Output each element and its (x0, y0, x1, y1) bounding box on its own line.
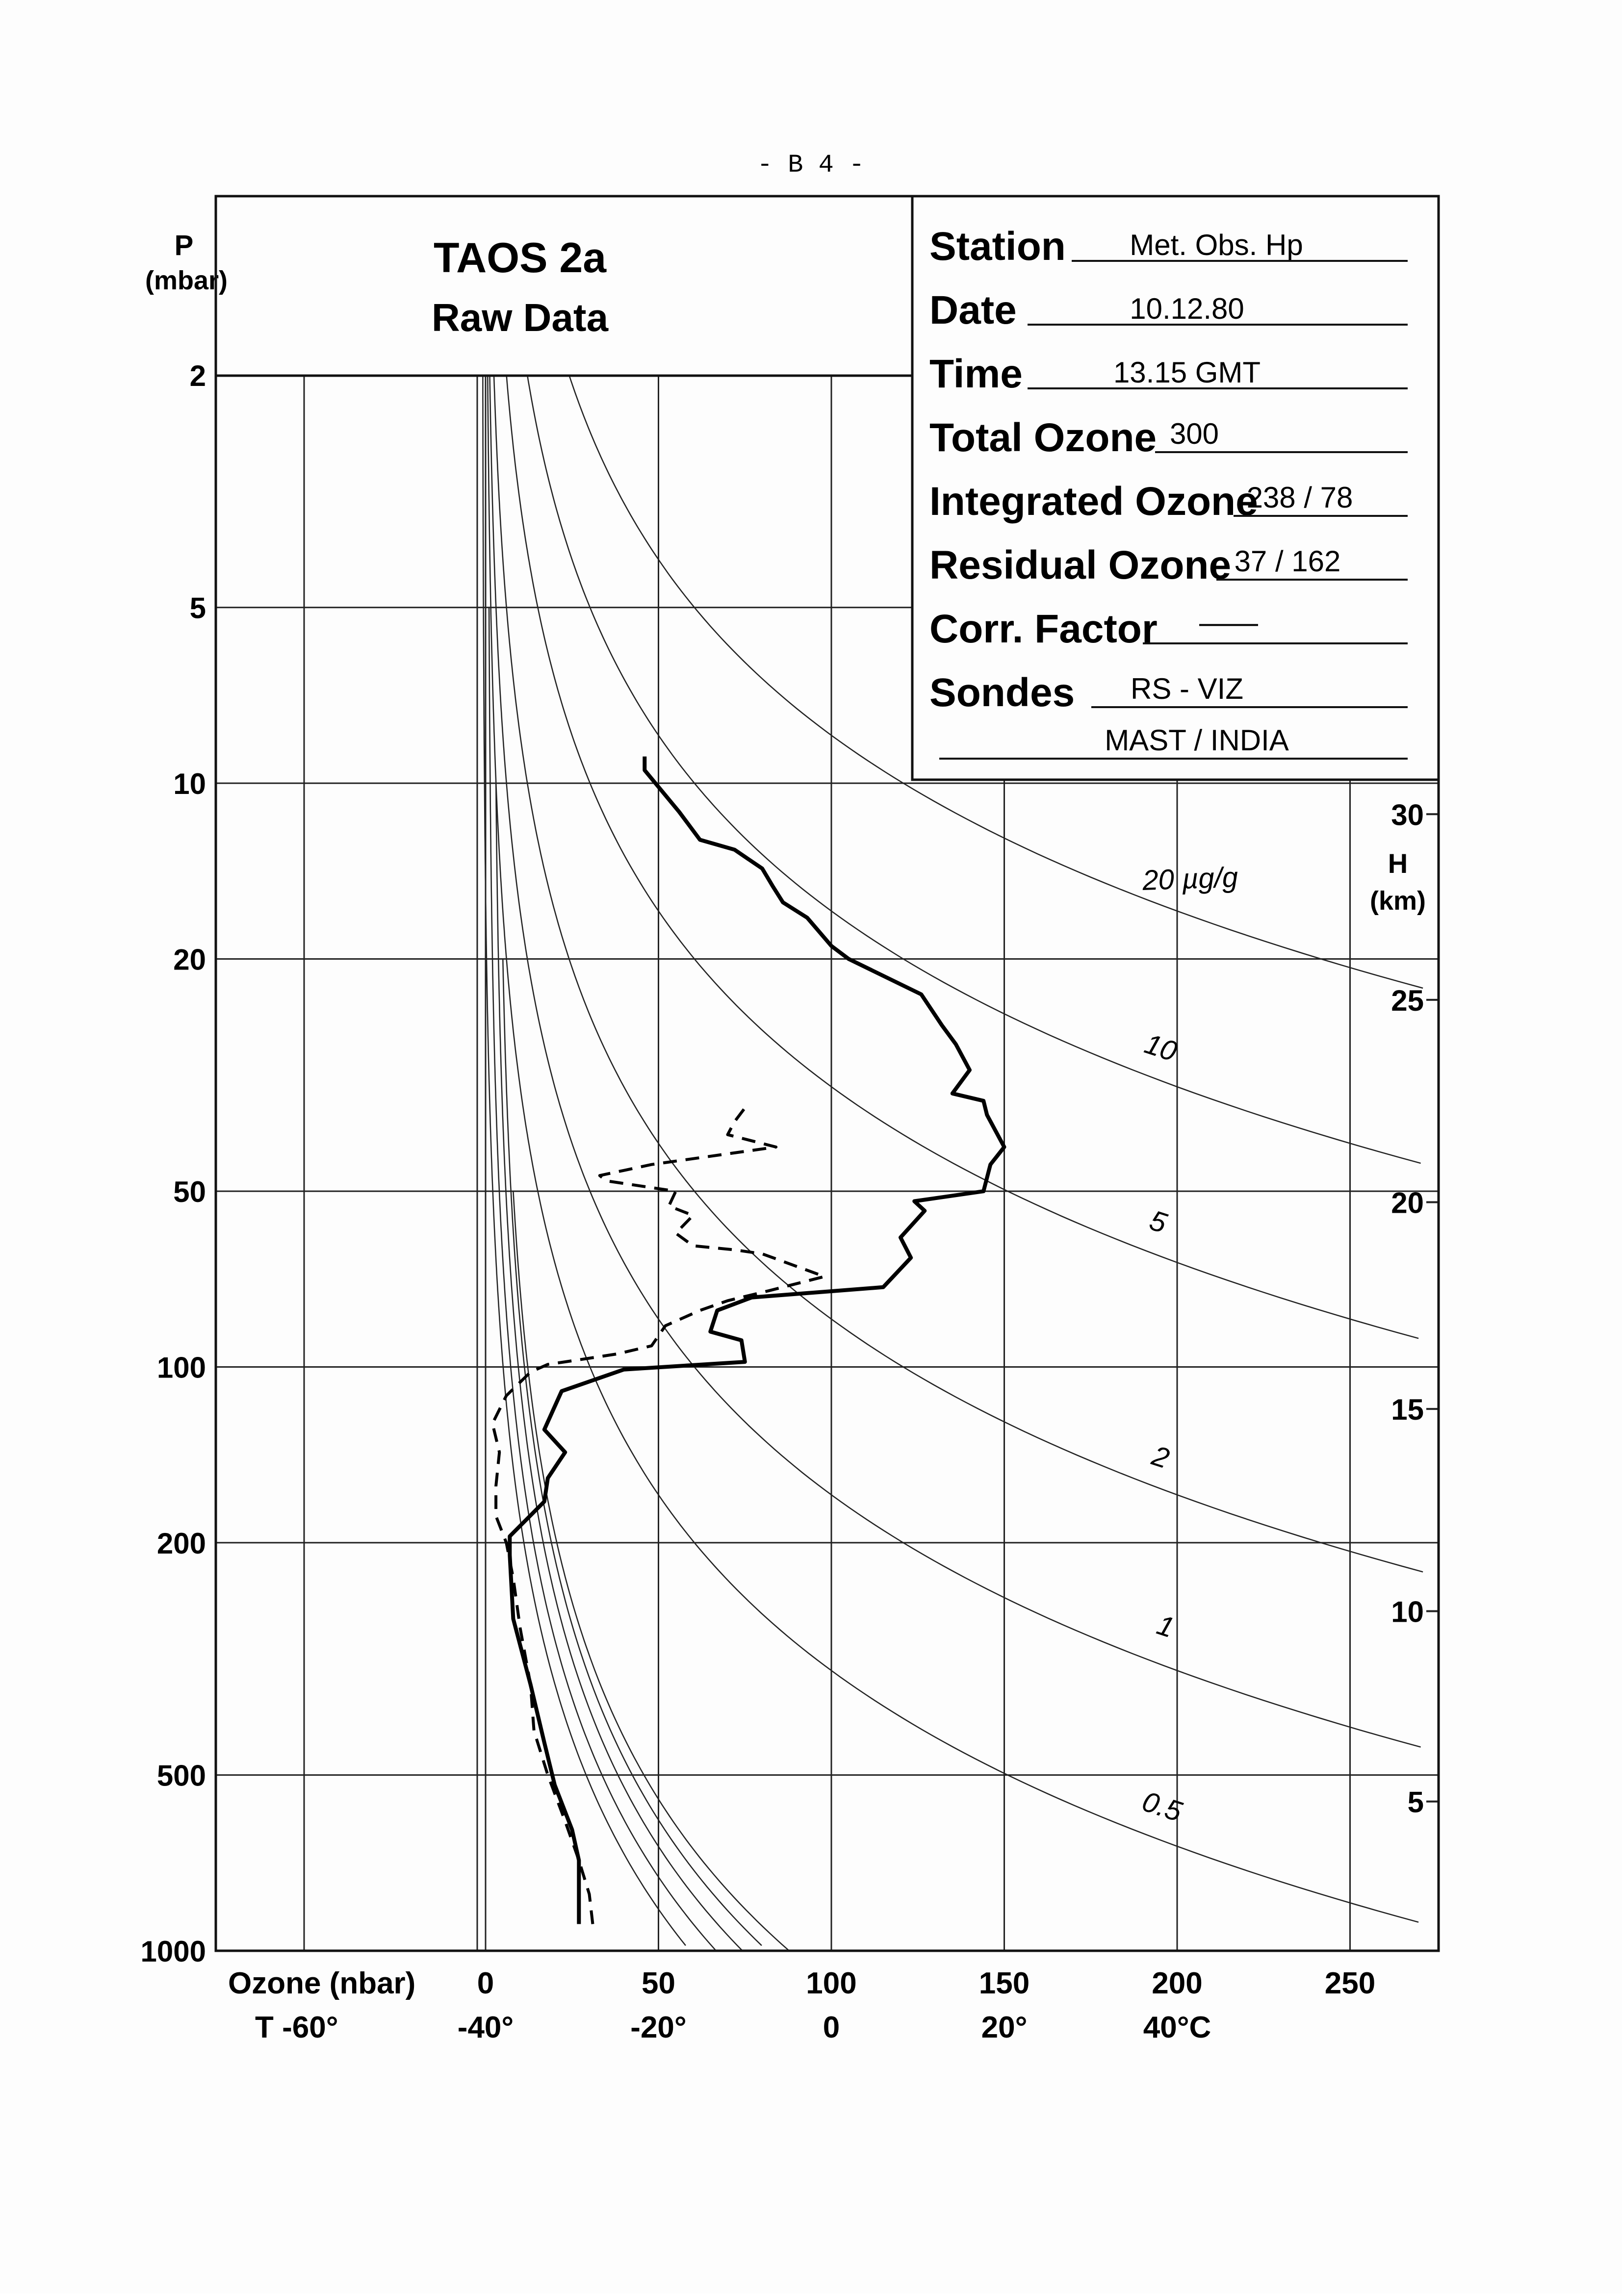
ozone-tick-label: 200 (1152, 1966, 1203, 2000)
y-axis-unit: (mbar) (145, 266, 228, 295)
x-axis-label-temperature: T -60° (255, 2011, 338, 2044)
right-axis-unit: (km) (1369, 886, 1426, 916)
residual-ozone-value: 37 / 162 (1234, 545, 1341, 578)
station-value: Met. Obs. Hp (1130, 229, 1303, 261)
station-label: Station (929, 224, 1066, 269)
residual-ozone-label: Residual Ozone (929, 543, 1232, 587)
page-label: - B 4 - (757, 151, 865, 179)
pressure-tick-label: 100 (156, 1351, 206, 1384)
pressure-tick-label: 50 (173, 1175, 206, 1209)
date-label: Date (929, 288, 1017, 332)
temperature-tick-label: 0 (823, 2011, 840, 2044)
height-tick-label: 10 (1391, 1595, 1424, 1629)
ozone-tick-label: 50 (642, 1966, 675, 2000)
x-axis-label-ozone: Ozone (nbar) (228, 1966, 416, 2000)
sondes-label: Sondes (929, 670, 1075, 715)
height-tick-label: 15 (1391, 1393, 1424, 1427)
height-tick-label: 30 (1391, 798, 1424, 832)
ozone-tick-label: 100 (806, 1966, 857, 2000)
temperature-tick-label: 20° (981, 2011, 1028, 2044)
height-tick-label: 25 (1391, 984, 1424, 1017)
temperature-tick-label: 40°C (1143, 2011, 1211, 2044)
pressure-tick-label: 5 (189, 591, 206, 625)
temperature-tick-label: -20° (630, 2011, 687, 2044)
sondes-value-2: MAST / INDIA (1105, 724, 1289, 757)
temperature-tick-label: -40° (457, 2011, 514, 2044)
chart-subtitle: Raw Data (431, 296, 609, 339)
title-panel (216, 196, 912, 376)
pressure-tick-label: 1000 (140, 1935, 206, 1968)
ozone-tick-label: 0 (477, 1966, 494, 2000)
reference-curve (483, 375, 686, 1945)
pressure-tick-label: 2 (189, 359, 206, 392)
mixing-ratio-label: 10 (1140, 1027, 1181, 1068)
y-axis-label: P (174, 230, 194, 261)
integrated-ozone-value: 238 / 78 (1246, 481, 1353, 514)
ozone-tick-label: 150 (978, 1966, 1030, 2000)
total-ozone-label: Total Ozone (929, 415, 1157, 460)
pressure-tick-label: 500 (156, 1759, 206, 1792)
ozone-profile-line (510, 757, 1004, 1924)
corr-factor-label: Corr. Factor (929, 607, 1158, 651)
pressure-tick-label: 200 (156, 1527, 206, 1560)
time-label: Time (929, 352, 1023, 396)
integrated-ozone-label: Integrated Ozone (929, 479, 1258, 524)
mixing-ratio-label: 0.5 (1138, 1785, 1186, 1828)
pressure-tick-label: 10 (173, 767, 206, 801)
mixing-ratio-label: 2 (1148, 1439, 1173, 1475)
time-value: 13.15 GMT (1113, 356, 1261, 389)
date-value: 10.12.80 (1130, 292, 1244, 325)
reference-curve (513, 1191, 788, 1950)
height-tick-label: 20 (1391, 1186, 1424, 1220)
right-axis-label: H (1388, 848, 1408, 879)
mixing-ratio-label: 1 (1153, 1608, 1178, 1644)
pressure-tick-label: 20 (173, 943, 206, 976)
ozone-tick-label: 250 (1324, 1966, 1376, 2000)
sondes-value: RS - VIZ (1130, 672, 1244, 705)
reference-curve (489, 608, 716, 1950)
chart-title: TAOS 2a (433, 234, 607, 281)
mixing-ratio-label: 5 (1145, 1204, 1171, 1240)
mixing-ratio-label: 20 µg/g (1142, 861, 1239, 896)
data-series (492, 757, 1004, 1924)
corr-factor-value: —— (1199, 606, 1258, 639)
height-tick-label: 5 (1407, 1786, 1424, 1819)
total-ozone-value: 300 (1169, 417, 1219, 450)
